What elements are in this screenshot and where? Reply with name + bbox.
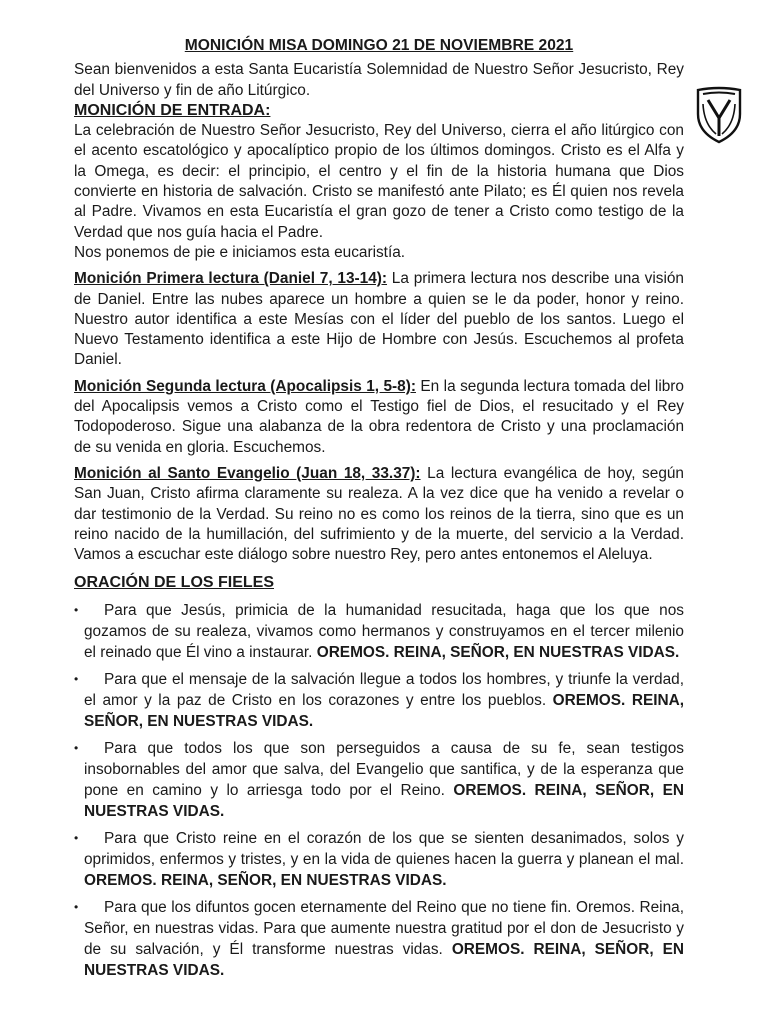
segunda-lectura-paragraph	[74, 377, 684, 458]
list-item	[74, 738, 684, 822]
document-page	[74, 36, 684, 987]
petition-response: OREMOS. REINA, SEÑOR, EN NUESTRAS VIDAS.	[84, 781, 684, 820]
petition-response: OREMOS. REINA, SEÑOR, EN NUESTRAS VIDAS.	[84, 691, 684, 730]
primera-lectura-heading: Monición Primera lectura (Daniel 7, 13-14):	[74, 270, 388, 288]
document-title: MONICIÓN MISA DOMINGO 21 DE NOVIEMBRE 2021	[184, 37, 574, 54]
petition-response: OREMOS. REINA, SEÑOR, EN NUESTRAS VIDAS.	[316, 643, 680, 661]
list-item	[74, 897, 684, 981]
entrada-heading: MONICIÓN DE ENTRADA:	[74, 101, 271, 119]
list-item	[74, 828, 684, 891]
segunda-lectura-text: En la segunda lectura tomada del libro del Apocalipsis vemos a Cristo como el Testigo fiel de Dios, el resucitado y el Rey Todopoderoso. Sigue una alabanza de la obra redentora de Cristo y una proclamación de su venida en gloria. Escuchemos.	[74, 377, 684, 456]
evangelio-paragraph	[74, 464, 684, 565]
bullet-icon: •	[74, 830, 79, 845]
petition-text: Para que Cristo reine en el corazón de los que se sienten desanimados, solos y oprimidos, enfermos y tristes, y en la vida de quienes hacen la guerra y planean el mal.	[84, 829, 684, 868]
fieles-list	[74, 600, 684, 981]
primera-lectura-paragraph	[74, 269, 684, 370]
list-item	[74, 669, 684, 732]
primera-lectura-text: La primera lectura nos describe una visión de Daniel. Entre las nubes aparece un hombre a quien se le da poder, honor y reino. Nuestro autor identifica a este Mesías con el líder del pueblo de los santos. Luego el Nuevo Testamento identifica a este Hijo de Hombre con Jesús. Escuchemos al profeta Daniel.	[74, 270, 684, 369]
petition-text: Para que los difuntos gocen eternamente del Reino que no tiene fin. Oremos. Reina, Señor, en nuestras vidas. Para que aumente nuestra gratitud por el don de Jesucristo y de su salvación, y Él transforme nuestras vidas.	[84, 898, 684, 958]
entrada-closing: Nos ponemos de pie e iniciamos esta eucaristía.	[74, 243, 406, 261]
entrada-paragraph: La celebración de Nuestro Señor Jesucristo, Rey del Universo, cierra el año litúrgico con el acento escatológico y apocalíptico propio de los últimos domingos. Cristo es el Alfa y la Omega, es decir: el principio, el centro y el fin de la historia humana que Dios convierte en historia de salvación. Cristo se manifestó ante Pilato; es Él quien nos revela al Padre. Vivamos en esta Eucaristía el gran gozo de tener a Cristo como testigo de la Verdad que nos guía hacia el Padre.	[74, 122, 684, 241]
list-item	[74, 600, 684, 663]
bullet-icon: •	[74, 740, 79, 755]
petition-text: Para que el mensaje de la salvación llegue a todos los hombres, y triunfe la verdad, el amor y la paz de Cristo en los corazones y entre los pueblos.	[84, 670, 684, 709]
bullet-icon: •	[74, 602, 79, 617]
welcome-paragraph: Sean bienvenidos a esta Santa Eucaristía Solemnidad de Nuestro Señor Jesucristo, Rey del Universo y fin de año Litúrgico.	[74, 61, 684, 99]
evangelio-heading: Monición al Santo Evangelio (Juan 18, 33.37):	[74, 464, 421, 482]
evangelio-text: La lectura evangélica de hoy, según San Juan, Cristo afirma claramente su realeza. A la vez dice que ha venido a revelar o dar testimonio de la Verdad. Su reino no es como los reinos de la tierra, sino que es un reino nacido de la humillación, del sufrimiento y de la muerte, del servicio a la Verdad. Vamos a escuchar este diálogo sobre nuestro Rey, pero antes entonemos el Aleluya.	[74, 464, 684, 564]
shield-emblem-icon	[694, 84, 744, 144]
petition-response: OREMOS. REINA, SEÑOR, EN NUESTRAS VIDAS.	[84, 871, 447, 889]
petition-response: OREMOS. REINA, SEÑOR, EN NUESTRAS VIDAS.	[84, 940, 684, 979]
fieles-heading: ORACIÓN DE LOS FIELES	[74, 574, 275, 592]
bullet-icon: •	[74, 671, 79, 686]
petition-text: Para que todos los que son perseguidos a causa de su fe, sean testigos insobornables del amor que salva, del Evangelio que santifica, y de la esperanza que pone en camino y lo arriesga todo por el Reino.	[84, 739, 684, 799]
segunda-lectura-heading: Monición Segunda lectura (Apocalipsis 1, 5-8):	[74, 377, 416, 395]
petition-text: Para que Jesús, primicia de la humanidad resucitada, haga que los que nos gozamos de su realeza, vivamos como hermanos y construyamos en el tercer milenio el reinado que Él vino a instaurar.	[84, 601, 684, 661]
bullet-icon: •	[74, 899, 79, 914]
